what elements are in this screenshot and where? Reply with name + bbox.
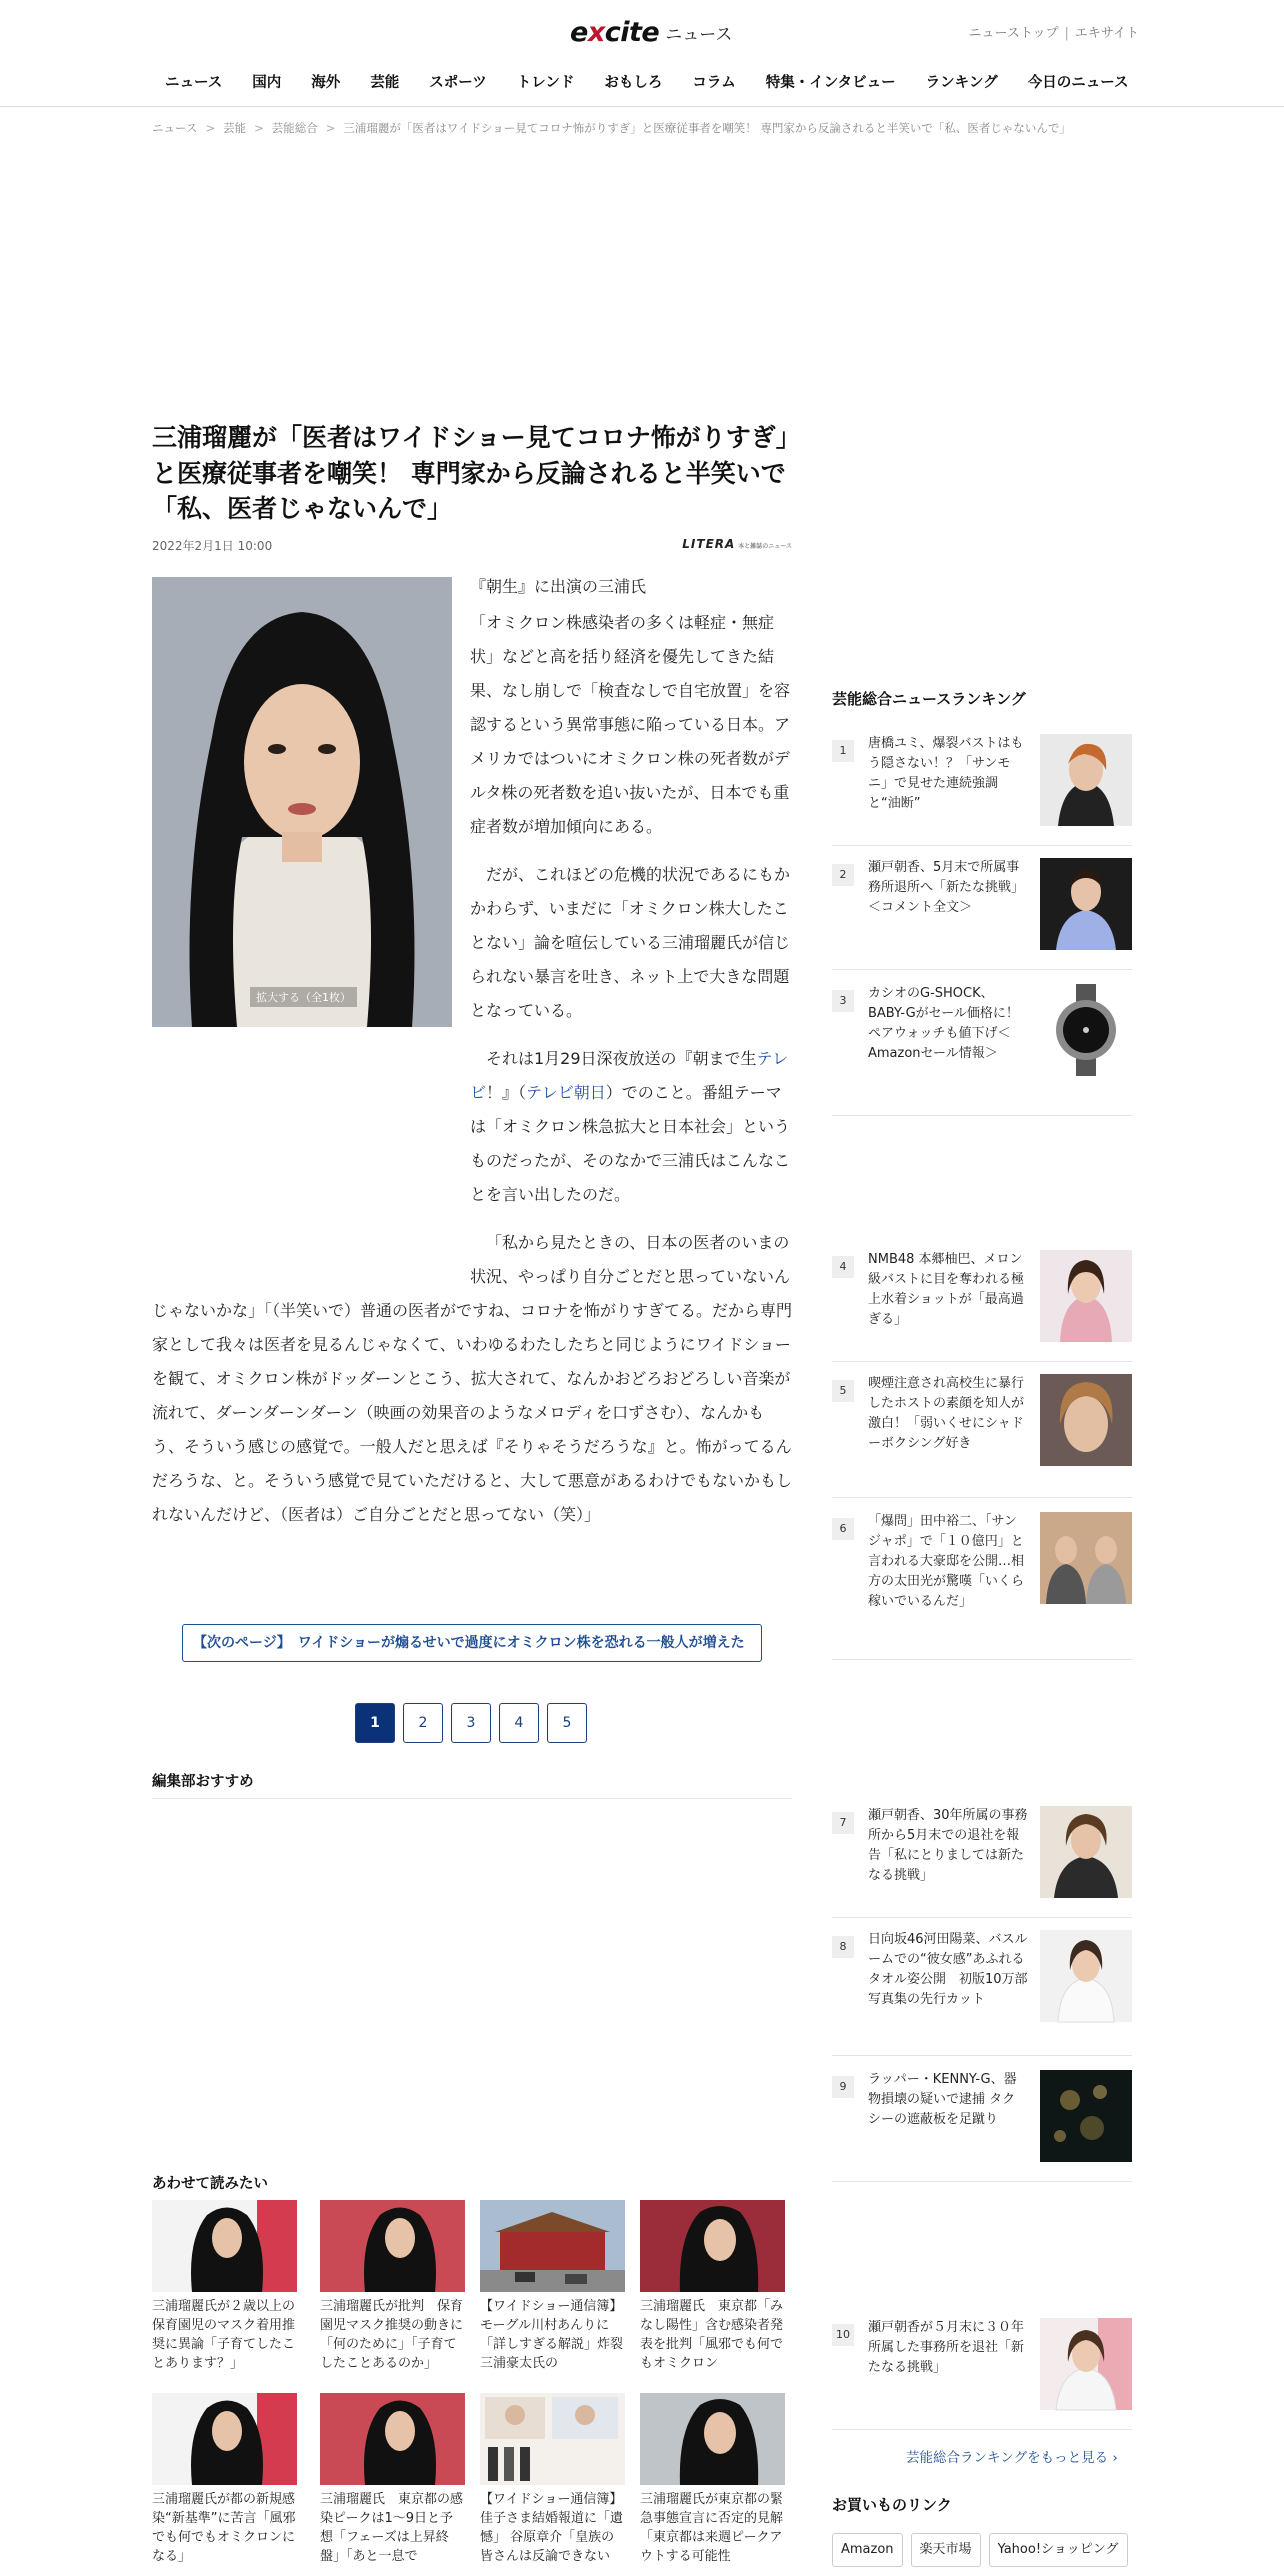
tv-asahi-link[interactable]: テレビ朝日 bbox=[526, 1083, 606, 1102]
ranking-title: カシオのG-SHOCK、BABY-Gがセール価格に！ ペアウォッチも値下げ＜Amazonセール情報＞ bbox=[868, 986, 1019, 1061]
related-item[interactable] bbox=[640, 2393, 785, 2566]
ranking-thumbnail bbox=[1040, 984, 1132, 1076]
top-links-separator: | bbox=[1064, 26, 1069, 41]
ranking-thumbnail bbox=[1040, 2318, 1132, 2410]
rank-number: 6 bbox=[832, 1518, 854, 1540]
ranking-title: 日向坂46河田陽菜、バスルームでの“彼女感”あふれるタオル姿公開 初版10万部写真集の先行カット bbox=[868, 1932, 1028, 2007]
person-thumbnail-image bbox=[1040, 2318, 1132, 2410]
page-4-button[interactable]: 4 bbox=[499, 1703, 539, 1743]
ranking-title: 唐橋ユミ、爆裂バストはもう隠さない！？「サンモニ」で見せた連続強調と“油断” bbox=[868, 736, 1024, 811]
woman-thumbnail-image bbox=[152, 2393, 297, 2485]
divider bbox=[152, 1798, 792, 1799]
related-heading: あわせて読みたい bbox=[152, 2176, 268, 2192]
ranking-title: 瀬戸朝香、30年所属の事務所から5月末での退社を報告「私にとりましては新たなる挑戦」 bbox=[868, 1808, 1028, 1883]
woman-portrait-image bbox=[152, 577, 452, 1027]
ranking-thumbnail bbox=[1040, 1374, 1132, 1466]
nav-item-sports[interactable]: スポーツ bbox=[429, 75, 487, 91]
breadcrumb-general[interactable]: 芸能総合 bbox=[271, 121, 318, 135]
dark-bokeh-thumbnail-image bbox=[1040, 2070, 1132, 2162]
next-page-button[interactable]: 【次のページ】 ワイドショーが煽るせいで過度にオミクロン株を恐れる一般人が増えた bbox=[182, 1624, 762, 1662]
related-title: 三浦瑠麗氏 東京都「みなし陽性」含む感染者発表を批判「風邪でも何でもオミクロン bbox=[640, 2299, 784, 2371]
rank-number: 5 bbox=[832, 1380, 854, 1402]
site-logo[interactable] bbox=[570, 12, 732, 52]
related-item[interactable] bbox=[320, 2200, 465, 2373]
related-title: 三浦瑠麗氏 東京都の感染ピークは1～9日と予想「フェーズは上昇終盤」「あと一息で bbox=[320, 2492, 464, 2564]
ranking-thumbnail bbox=[1040, 1512, 1132, 1604]
nav-item-overseas[interactable]: 海外 bbox=[311, 75, 341, 91]
nav-item-column[interactable]: コラム bbox=[692, 75, 736, 91]
related-thumbnail bbox=[320, 2200, 465, 2292]
ranking-item[interactable] bbox=[832, 1806, 1132, 1918]
ranking-title: 瀬戸朝香、5月末で所属事務所退所へ「新たな挑戦」＜コメント全文＞ bbox=[868, 860, 1025, 915]
woman-thumbnail-image bbox=[320, 2200, 465, 2292]
person-thumbnail-image bbox=[1040, 1250, 1132, 1342]
ranking-thumbnail bbox=[1040, 734, 1132, 826]
ranking-item[interactable] bbox=[832, 1374, 1132, 1498]
ranking-item[interactable] bbox=[832, 2070, 1132, 2182]
duo-thumbnail-image bbox=[1040, 1512, 1132, 1604]
ranking-heading: 芸能総合ニュースランキング bbox=[832, 690, 1026, 708]
woman-thumbnail-image bbox=[320, 2393, 465, 2485]
page-1-button[interactable]: 1 bbox=[355, 1703, 395, 1743]
ranking-title: NMB48 本郷柚巴、メロン級バストに目を奪われる極上水着ショットが「最高過ぎる」 bbox=[868, 1252, 1025, 1327]
rank-number: 1 bbox=[832, 740, 854, 762]
breadcrumb bbox=[152, 120, 1112, 136]
rank-number: 3 bbox=[832, 990, 854, 1012]
newspaper-thumbnail-image bbox=[480, 2393, 625, 2485]
nav-item-today[interactable]: 今日のニュース bbox=[1027, 75, 1129, 91]
article-photo[interactable] bbox=[152, 577, 452, 1027]
article-paragraph: だが、これほどの危機的状況であるにもかかわらず、いまだに「オミクロン株大したことない」論を喧伝している三浦瑠麗氏が信じられない暴言を吐き、ネット上で大きな問題となっている。 bbox=[470, 865, 791, 1020]
article-date: 2022年2月1日 10:00 bbox=[152, 538, 273, 553]
related-thumbnail bbox=[480, 2200, 625, 2292]
nav-item-feature[interactable]: 特集・インタビュー bbox=[765, 75, 896, 91]
related-item[interactable] bbox=[480, 2393, 625, 2566]
recommend-heading: 編集部おすすめ bbox=[152, 1774, 254, 1790]
related-thumbnail bbox=[640, 2200, 785, 2292]
ranking-title: 瀬戸朝香が５月末に３０年所属した事務所を退社「新たなる挑戦」 bbox=[868, 2320, 1025, 2375]
related-item[interactable] bbox=[480, 2200, 637, 2373]
tv-link[interactable]: テレビ bbox=[470, 1049, 789, 1102]
rakuten-link[interactable]: 楽天市場 bbox=[911, 2533, 981, 2567]
related-item[interactable] bbox=[152, 2200, 297, 2373]
nav-item-entertainment[interactable]: 芸能 bbox=[370, 75, 400, 91]
related-title: 三浦瑠麗氏が都の新規感染“新基準”に苦言「風邪でも何でもオミクロンになる」 bbox=[152, 2492, 296, 2564]
related-title: 三浦瑠麗氏が批判 保育園児マスク推奨の動きに「何のために」「子育てしたことあるのか」 bbox=[320, 2299, 464, 2371]
global-nav bbox=[150, 68, 1143, 98]
litera-logo[interactable] bbox=[682, 537, 792, 551]
person-thumbnail-image bbox=[1040, 1806, 1132, 1898]
related-title: 【ワイドショー通信簿】モーグル川村あんりに「詳しすぎる解説」炸裂 三浦豪太氏の bbox=[480, 2299, 637, 2371]
ranking-item[interactable] bbox=[832, 2318, 1132, 2430]
nav-item-news[interactable]: ニュース bbox=[165, 75, 223, 91]
related-title: 三浦瑠麗氏が東京都の緊急事態宣言に否定的見解「東京都は来週ピークアウトする可能性 bbox=[640, 2492, 784, 2564]
rank-number: 10 bbox=[832, 2324, 854, 2346]
rank-number: 2 bbox=[832, 864, 854, 886]
ranking-item[interactable] bbox=[832, 1930, 1132, 2056]
page-2-button[interactable]: 2 bbox=[403, 1703, 443, 1743]
rank-number: 8 bbox=[832, 1936, 854, 1958]
excite-logo-icon: excite bbox=[570, 16, 660, 48]
breadcrumb-entertainment[interactable]: 芸能 bbox=[223, 121, 247, 135]
person-thumbnail-image bbox=[1040, 1374, 1132, 1466]
top-links bbox=[969, 22, 1139, 41]
ranking-item[interactable] bbox=[832, 984, 1132, 1116]
article bbox=[152, 420, 793, 1731]
ranking-thumbnail bbox=[1040, 1806, 1132, 1898]
ranking-item[interactable] bbox=[832, 1250, 1132, 1362]
ranking-thumbnail bbox=[1040, 1250, 1132, 1342]
related-thumbnail bbox=[480, 2393, 625, 2485]
woman-thumbnail-image bbox=[640, 2200, 785, 2292]
nav-item-domestic[interactable]: 国内 bbox=[252, 75, 282, 91]
related-title: 三浦瑠麗氏が２歳以上の保育園児のマスク着用推奨に異論「子育てしたことあります？」 bbox=[152, 2299, 296, 2371]
photo-caption: 『朝生』に出演の三浦氏 bbox=[470, 577, 647, 596]
breadcrumb-sep: > bbox=[254, 121, 264, 135]
logo-news-label: ニュース bbox=[665, 24, 733, 45]
watch-thumbnail-image bbox=[1040, 984, 1132, 1076]
related-item[interactable] bbox=[640, 2200, 785, 2373]
pagination bbox=[355, 1703, 587, 1743]
article-meta bbox=[152, 535, 792, 555]
tiananmen-thumbnail-image bbox=[480, 2200, 625, 2292]
litera-logo-text: LITERA bbox=[682, 536, 736, 551]
shopping-heading: お買いものリンク bbox=[832, 2496, 952, 2514]
shopping-links bbox=[832, 2533, 1128, 2567]
article-paragraph: それは1月29日深夜放送の『朝まで生テレビ！』（テレビ朝日）でのこと。番組テーマは「オミクロン株急拡大と日本社会」というものだったが、そのなかで三浦氏はこんなことを言い出したのだ。 bbox=[470, 1049, 791, 1204]
breadcrumb-current: 三浦瑠麗が「医者はワイドショー見てコロナ怖がりすぎ」と医療従事者を嘲笑！ 専門家から反論されると半笑いで「私、医者じゃないんで」 bbox=[343, 121, 1071, 135]
ranking-item[interactable] bbox=[832, 858, 1132, 970]
ranking-thumbnail bbox=[1040, 1930, 1132, 2022]
amazon-link[interactable]: Amazon bbox=[832, 2533, 903, 2567]
related-title: 【ワイドショー通信簿】佳子さま結婚報道に「遺憾」 谷原章介「皇族の皆さんは反論できない bbox=[480, 2492, 624, 2564]
related-thumbnail bbox=[152, 2393, 297, 2485]
person-thumbnail-image bbox=[1040, 858, 1132, 950]
ranking-item[interactable] bbox=[832, 1512, 1132, 1660]
ranking-thumbnail bbox=[1040, 858, 1132, 950]
woman-thumbnail-image bbox=[640, 2393, 785, 2485]
related-thumbnail bbox=[152, 2200, 297, 2292]
page-5-button[interactable]: 5 bbox=[547, 1703, 587, 1743]
ranking-title: 喫煙注意され高校生に暴行したホストの素顔を知人が激白！「弱いくせにシャドーボクシング好き bbox=[868, 1376, 1025, 1451]
woman-thumbnail-image bbox=[152, 2200, 297, 2292]
rank-number: 4 bbox=[832, 1256, 854, 1278]
ranking-thumbnail bbox=[1040, 2070, 1132, 2162]
yahoo-shopping-link[interactable]: Yahoo!ショッピング bbox=[989, 2533, 1128, 2567]
litera-logo-sub: 本と雑誌のニュース bbox=[738, 542, 792, 550]
related-item[interactable] bbox=[320, 2393, 465, 2566]
enlarge-photo-label[interactable]: 拡大する（全1枚） bbox=[250, 987, 357, 1007]
breadcrumb-sep: > bbox=[325, 121, 336, 135]
news-top-link[interactable]: ニューストップ bbox=[968, 26, 1059, 41]
ranking-more-link[interactable]: 芸能総合ランキングをもっと見る › bbox=[906, 2450, 1118, 2466]
ranking-title: 「爆問」田中裕二、「サンジャポ」で「１０億円」と言われる大豪邸を公開…相方の太田光が驚嘆「いくら稼いでいるんだ」 bbox=[868, 1514, 1025, 1609]
nav-item-ranking[interactable]: ランキング bbox=[925, 75, 998, 91]
site-header bbox=[0, 0, 1284, 107]
nav-item-funny[interactable]: おもしろ bbox=[604, 75, 663, 91]
breadcrumb-news[interactable]: ニュース bbox=[152, 121, 198, 135]
excite-link[interactable]: エキサイト bbox=[1074, 26, 1139, 41]
breadcrumb-sep: > bbox=[205, 121, 216, 135]
related-thumbnail bbox=[320, 2393, 465, 2485]
nav-item-trend[interactable]: トレンド bbox=[516, 75, 575, 91]
article-paragraph: 「オミクロン株感染者の多くは軽症・無症状」などと高を括り経済を優先してきた結果、なし崩しで「検査なしで自宅放置」を容認するという異常事態に陥っている日本。アメリカではついにオミクロン株の死者数がデルタ株の死者数を追い抜いたが、日本でも重症者数が増加傾向にある。 bbox=[470, 613, 791, 836]
article-title: 三浦瑠麗が「医者はワイドショー見てコロナ怖がりすぎ」と医療従事者を嘲笑！ 専門家から反論されると半笑いで「私、医者じゃないんで」 bbox=[152, 423, 789, 523]
person-thumbnail-image bbox=[1040, 734, 1132, 826]
related-item[interactable] bbox=[152, 2393, 297, 2566]
page-3-button[interactable]: 3 bbox=[451, 1703, 491, 1743]
related-thumbnail bbox=[640, 2393, 785, 2485]
ranking-item[interactable] bbox=[832, 734, 1132, 846]
article-paragraph: 「私から見たときの、日本の医者のいまの状況、やっぱり自分ごとだと思っていないんじゃないかな」「（半笑いで）普通の医者がですね、コロナを怖がりすぎてる。だから専門家として我々は医者を見るんじゃなくて、いわゆるわたしたちと同じようにワイドショーを観て、オミクロン株がドッダーンとこう、拡大されて、なんかおどろおどろしい音楽が流れて、ダーンダーンダーン（映画の効果音のようなメロディを口ずさむ）、なんかもう、そういう感じの感覚で。一般人だと思えば『そりゃそうだろうな』と。怖がってるんだろうな、と。そういう感覚で見ていただけると、大して悪意があるわけでもないかもしれないんだけど、（医者は）ご自分ごとだと思ってない（笑）」 bbox=[152, 1233, 793, 1524]
rank-number: 7 bbox=[832, 1812, 854, 1834]
ranking-title: ラッパー・KENNY-G、器物損壊の疑いで逮捕 タクシーの遮蔽板を足蹴り bbox=[868, 2072, 1017, 2127]
rank-number: 9 bbox=[832, 2076, 854, 2098]
person-thumbnail-image bbox=[1040, 1930, 1132, 2022]
